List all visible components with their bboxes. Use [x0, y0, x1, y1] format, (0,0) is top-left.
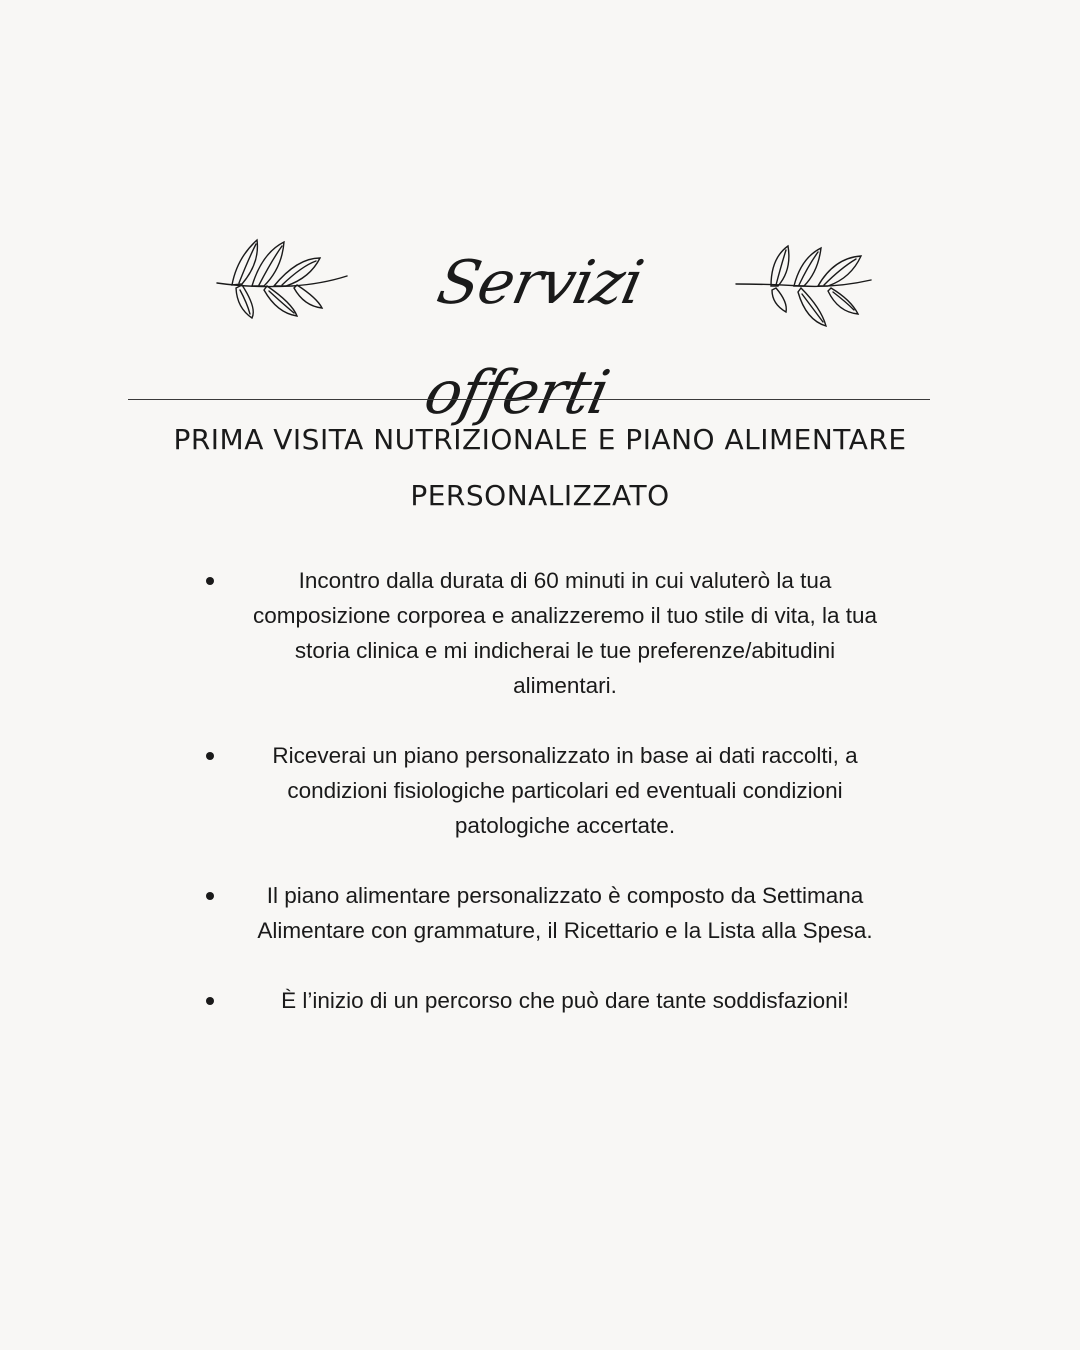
bullet-icon [206, 892, 214, 900]
bullet-icon [206, 997, 214, 1005]
bullet-icon [206, 752, 214, 760]
script-title: Servizi offerti [418, 248, 649, 428]
divider-line [128, 399, 930, 400]
bullet-icon [206, 577, 214, 585]
list-item [200, 738, 900, 843]
list-item-text: Incontro dalla durata di 60 minuti in cui valuterò la tua composizione corporea e analizzeremo il tuo stile di vita, la tua storia clinica e mi indicherai le tue preferenze/abitudini alimentari. [252, 568, 878, 698]
services-list [200, 563, 900, 1053]
list-item-text: Riceverai un piano personalizzato in base ai dati raccolti, a condizioni fisiologiche particolari ed eventuali condizioni patologiche accertate. [272, 743, 858, 838]
title-banner [0, 228, 1080, 428]
list-item [200, 878, 900, 948]
list-item [200, 563, 900, 703]
list-item-text: È l’inizio di un percorso che può dare tante soddisfazioni! [281, 988, 849, 1013]
list-item [200, 983, 900, 1018]
list-item-text: Il piano alimentare personalizzato è composto da Settimana Alimentare con grammature, il Ricettario e la Lista alla Spesa. [257, 883, 873, 943]
leaf-branch-icon [726, 228, 876, 338]
section-heading: PRIMA VISITA NUTRIZIONALE E PIANO ALIMENTARE PERSONALIZZATO [173, 423, 907, 512]
